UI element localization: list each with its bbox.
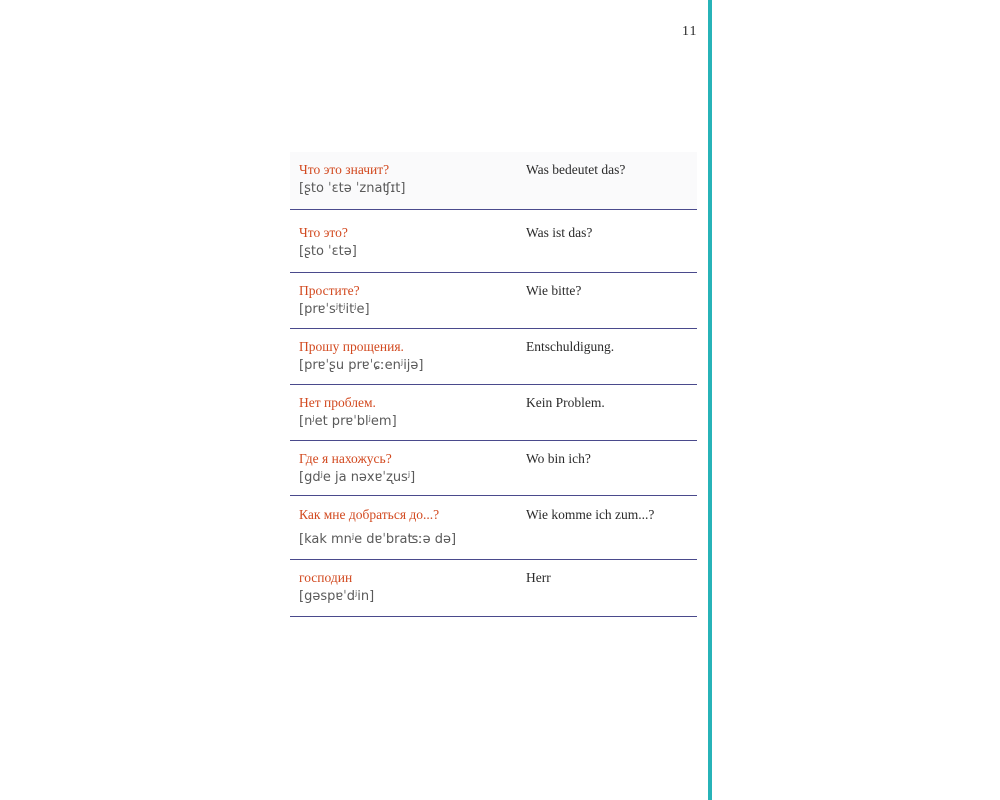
german-translation: Wie bitte? xyxy=(526,283,582,298)
russian-phrase: Где я нахожусь? xyxy=(299,451,392,466)
russian-phrase: Как мне добраться до...? xyxy=(299,507,440,522)
phrase-table xyxy=(290,152,697,617)
russian-phrase: Что это? xyxy=(299,225,348,240)
russian-phrase: господин xyxy=(299,570,353,585)
ipa-transcription: [prɐˈʂu prɐˈɕːenʲijə] xyxy=(299,358,424,373)
phrase-row xyxy=(290,441,697,496)
phrase-row xyxy=(290,152,697,210)
ipa-transcription: [ʂto ˈɛtə ˈznaʧɪt] xyxy=(299,181,406,196)
russian-phrase: Прошу прощения. xyxy=(299,339,404,354)
german-translation: Herr xyxy=(526,570,551,585)
german-translation: Was ist das? xyxy=(526,225,593,240)
phrase-row xyxy=(290,385,697,441)
ipa-transcription: [nʲet prɐˈblʲem] xyxy=(299,414,397,429)
german-translation: Wo bin ich? xyxy=(526,451,591,466)
german-translation: Wie komme ich zum...? xyxy=(526,507,655,522)
russian-phrase: Простите? xyxy=(299,283,360,298)
german-translation: Kein Problem. xyxy=(526,395,605,410)
ipa-transcription: [kak mnʲe dɐˈbraʦːə də] xyxy=(299,532,457,547)
ipa-transcription: [gdʲe ja nəxɐˈʐusʲ] xyxy=(299,470,416,485)
phrase-row xyxy=(290,496,697,560)
russian-phrase: Нет проблем. xyxy=(299,395,376,410)
german-translation: Was bedeutet das? xyxy=(526,162,626,177)
russian-phrase: Что это значит? xyxy=(299,162,390,177)
ipa-transcription: [ʂto ˈɛtə] xyxy=(299,244,357,259)
phrase-row xyxy=(290,329,697,385)
phrase-row xyxy=(290,560,697,617)
phrase-row xyxy=(290,273,697,329)
phrase-row xyxy=(290,210,697,273)
ipa-transcription: [prɐˈsʲtʲitʲe] xyxy=(299,302,370,317)
page-number: 11 xyxy=(682,24,698,39)
ipa-transcription: [gəspɐˈdʲin] xyxy=(299,589,375,604)
german-translation: Entschuldigung. xyxy=(526,339,615,354)
margin-rule xyxy=(708,0,712,800)
